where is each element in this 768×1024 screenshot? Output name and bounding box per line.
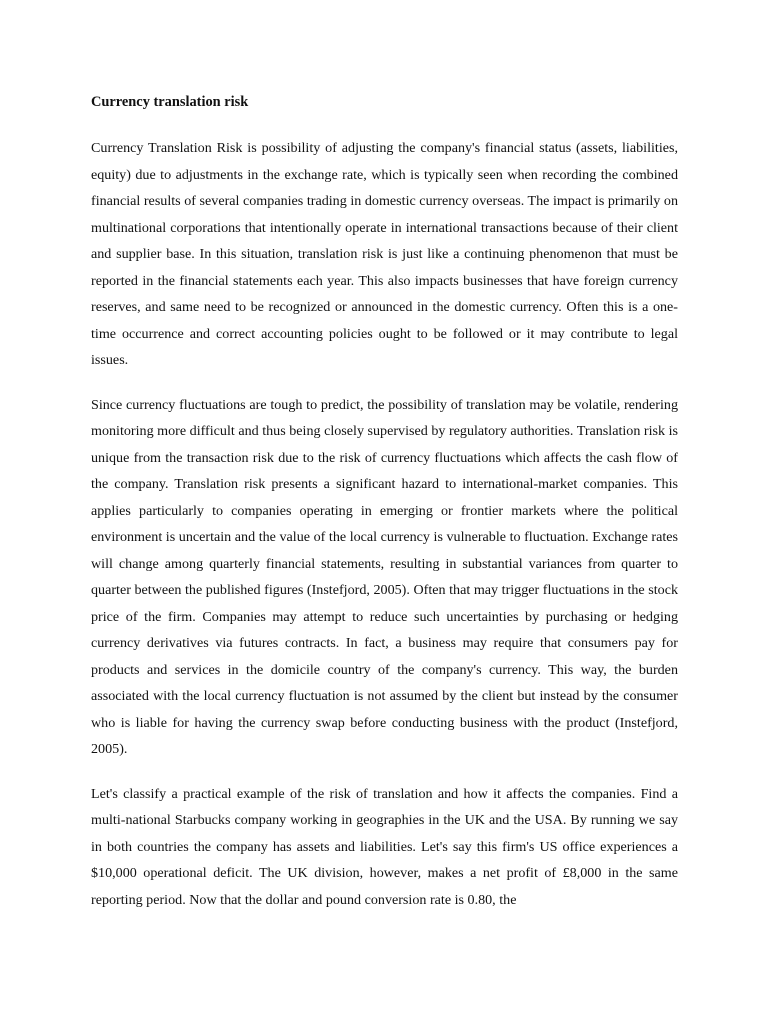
- document-body: [91, 92, 678, 913]
- paragraph-definition: Currency Translation Risk is possibility of adjusting the company's financial status (assets, liabilities, equity) due to adjustments in the exchange rate, which is typically seen when recording the combined financial results of several companies trading in domestic currency overseas. The impact is primarily on multinational corporations that intentionally operate in international transactions because of their client and supplier base. In this situation, translation risk is just like a continuing phenomenon that must be reported in the financial statements each year. This also impacts businesses that have foreign currency reserves, and same need to be recognized or announced in the domestic currency. Often this is a one-time occurrence and correct accounting policies ought to be followed or it may contribute to legal issues.: [91, 140, 678, 368]
- paragraph-example: Let's classify a practical example of the risk of translation and how it affects the companies. Find a multi-national Starbucks company working in geographies in the UK and the USA. By running we say in both countries the company has assets and liabilities. Let's say this firm's US office experiences a $10,000 operational deficit. The UK division, however, makes a net profit of £8,000 in the same reporting period. Now that the dollar and pound conversion rate is 0.80, the: [91, 785, 678, 908]
- paragraph-fluctuations: Since currency fluctuations are tough to predict, the possibility of translation may be volatile, rendering monitoring more difficult and thus being closely supervised by regulatory authorities. Translation risk is unique from the transaction risk due to the risk of currency fluctuations which affects the cash flow of the company. Translation risk presents a significant hazard to international-market companies. This applies particularly to companies operating in emerging or frontier markets where the political environment is uncertain and the value of the local currency is vulnerable to fluctuation. Exchange rates will change among quarterly financial statements, resulting in substantial variances from quarter to quarter between the published figures (Instefjord, 2005). Often that may trigger fluctuations in the stock price of the firm. Companies may attempt to reduce such uncertainties by purchasing or hedging currency derivatives via futures contracts. In fact, a business may require that consumers pay for products and services in the domicile country of the company's currency. This way, the burden associated with the local currency fluctuation is not assumed by the client but instead by the consumer who is liable for having the currency swap before conducting business with the product (Instefjord, 2005).: [91, 396, 678, 757]
- document-title: Currency translation risk: [91, 94, 249, 110]
